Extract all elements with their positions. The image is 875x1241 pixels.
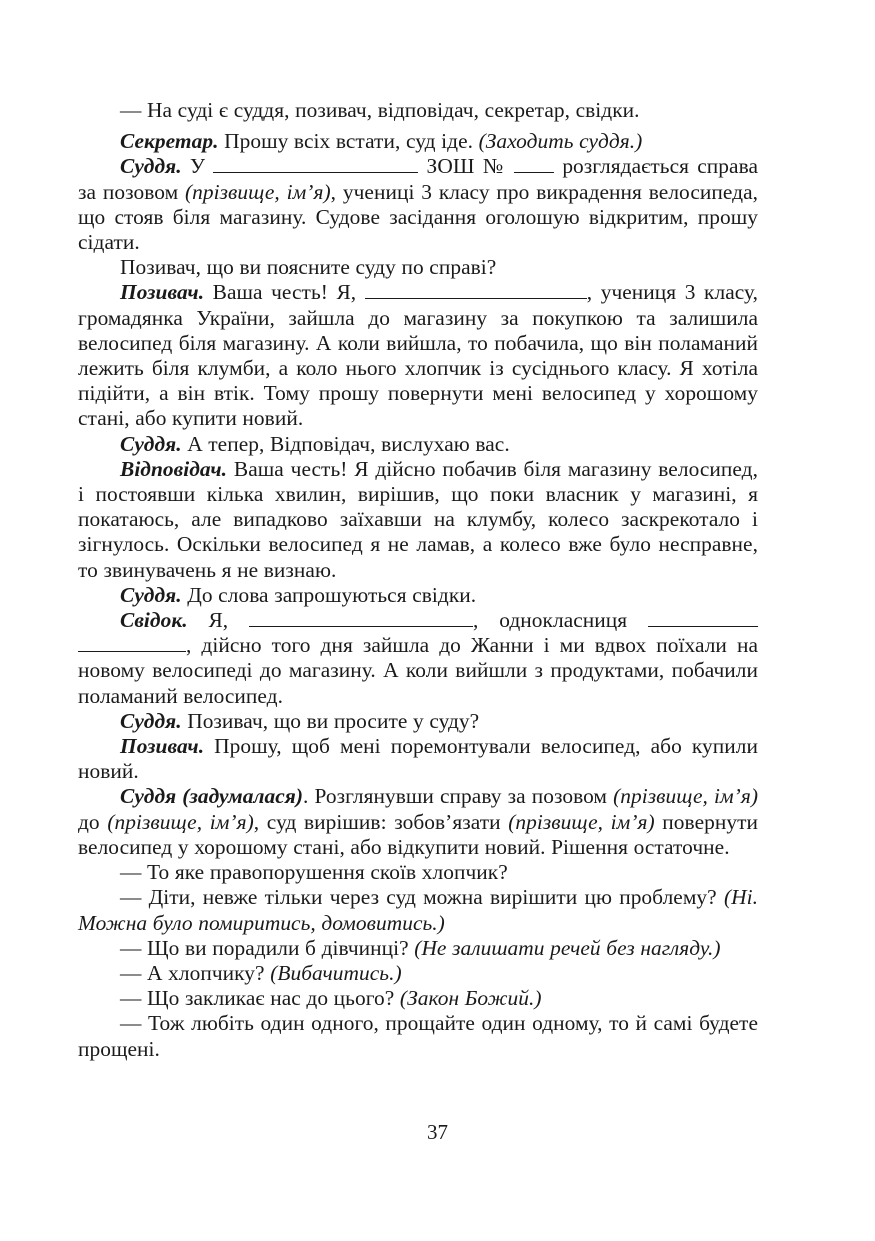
paragraph-closing xyxy=(78,1011,758,1061)
speech-text: , суд вирішив: зобов’язати xyxy=(253,809,509,834)
speaker-label: Відповідач. xyxy=(120,456,228,481)
speaker-label: Суддя xyxy=(120,784,177,809)
speaker-label: Секретар. xyxy=(120,129,219,154)
speech-text: — Діти, невже тільки через суд можна вирішити цю проблему? xyxy=(120,885,724,910)
paragraph-secretary xyxy=(78,129,758,154)
speaker-label: Суддя. xyxy=(120,431,182,456)
paragraph-judge-4 xyxy=(78,709,758,734)
paragraph-discussion-4 xyxy=(78,961,758,986)
speech-text: , однокласниця xyxy=(473,608,648,633)
answer-note: (Вибачитись.) xyxy=(270,960,402,985)
paragraph-discussion-3 xyxy=(78,936,758,961)
speech-text: — Що закликає нас до цього? xyxy=(120,986,400,1011)
answer-note: (Ні. Можна було помиритись, домовитись.) xyxy=(78,885,758,935)
speaker-label: Свідок. xyxy=(120,608,188,633)
speaker-label: Позивач. xyxy=(120,280,205,305)
page-number: 37 xyxy=(427,1120,448,1144)
speech-text: Ваша честь! Я, xyxy=(204,280,365,305)
speech-text: , учениці 3 класу про викрадення велосипеда, що стояв біля магазину. Судове засідання оголошую відкритим, прошу сідати. xyxy=(78,179,759,255)
page-text xyxy=(78,98,758,1062)
speaker-label: Суддя. xyxy=(120,582,182,607)
speech-text: , учениця 3 класу, громадянка України, зайшла до магазину за покупкою та залишила велосипед біля магазину. А коли вийшла, то побачила, що він поламаний лежить біля клумби, а коло нього хлопчик із сусіднього класу. Я хотіла підійти, а він втік. Тому прошу повернути мені велосипед у хорошому стані, або купити новий. xyxy=(78,280,758,431)
speech-text: , дійсно того дня зайшла до Жанни і ми вдвох поїхали на новому велосипеді до магазину. А коли вийшли з продуктами, побачили поламаний велосипед. xyxy=(78,633,758,708)
stage-direction: (Заходить суддя.) xyxy=(478,129,643,154)
speech-text: — А хлопчику? xyxy=(120,960,271,985)
fill-in-blank xyxy=(78,633,186,652)
placeholder-note: (прізвище, ім’я) xyxy=(107,809,254,834)
fill-in-blank xyxy=(213,154,418,173)
speech-text: Позивач, що ви просите у суду? xyxy=(181,708,480,733)
speech-text: Прошу всіх встати, суд іде. xyxy=(218,129,479,154)
paragraph-discussion-2 xyxy=(78,885,758,935)
speech-text: У xyxy=(181,154,214,179)
answer-note: (Закон Божий.) xyxy=(399,986,542,1011)
paragraph-question xyxy=(78,255,758,280)
speech-text: — Що ви порадили б дівчинці? xyxy=(120,935,415,960)
speech-text: До слова запрошуються свідки. xyxy=(181,582,477,607)
paragraph-witness xyxy=(78,608,758,709)
placeholder-note: (прізвище, ім’я) xyxy=(508,809,655,834)
answer-note: (Не залишати речей без нагляду.) xyxy=(414,935,721,960)
paragraph-defendant xyxy=(78,457,758,583)
speech-text: повернути велосипед у хорошому стані, або відкупити новий. Рішення остаточне. xyxy=(78,809,759,859)
speech-text: розглядається справа за позовом xyxy=(78,154,758,204)
speech-text: — Тож любіть один одного, прощайте один одному, то й самі будете прощені. xyxy=(78,1011,758,1061)
speech-text: . Розглянувши справу за позовом xyxy=(303,784,614,809)
placeholder-note: (прізвище, ім’я) xyxy=(184,179,331,204)
speech-text: Ваша честь! Я дійсно побачив біля магазину велосипед, і постоявши кілька хвилин, вирішив, що поки власник у магазині, я покатаюсь, але випадково заїхавши на клумбу, колесо заскрекотало і зігнулось. Оскільки велосипед я не ламав, а колесо вже було несправне, то звинувачень я не визнаю. xyxy=(78,456,758,582)
fill-in-blank xyxy=(249,608,473,627)
paragraph-plaintiff-2 xyxy=(78,734,758,784)
speech-text: А тепер, Відповідач, вислухаю вас. xyxy=(181,431,510,456)
placeholder-note: (прізвище, ім’я) xyxy=(613,784,759,809)
intro-text: — На суді є суддя, позивач, відповідач, секретар, свідки. xyxy=(120,98,640,122)
paragraph-plaintiff xyxy=(78,280,758,431)
speech-text: ЗОШ № xyxy=(418,154,515,179)
fill-in-blank xyxy=(514,154,554,173)
speech-text: Прошу, щоб мені поремонтували велосипед, або купили новий. xyxy=(78,734,758,784)
speaker-label: Суддя. xyxy=(120,708,182,733)
speaker-label: Позивач. xyxy=(120,734,205,759)
paragraph-judge-opening xyxy=(78,154,758,255)
speech-text: Позивач, що ви поясните суду по справі? xyxy=(120,255,497,280)
fill-in-blank xyxy=(365,280,587,299)
paragraph-discussion-1 xyxy=(78,860,758,885)
speech-text: — То яке правопорушення скоїв хлопчик? xyxy=(120,860,508,885)
paragraph-judge-3 xyxy=(78,583,758,608)
speaker-note: (задумалася) xyxy=(176,784,304,809)
speaker-label: Суддя. xyxy=(120,154,182,179)
paragraph-judge-2 xyxy=(78,432,758,457)
speech-text: Я, xyxy=(187,608,249,633)
fill-in-blank xyxy=(648,608,758,627)
speech-text: до xyxy=(78,809,108,834)
paragraph-discussion-5 xyxy=(78,986,758,1011)
paragraph-intro xyxy=(78,98,758,123)
paragraph-verdict xyxy=(78,784,758,860)
